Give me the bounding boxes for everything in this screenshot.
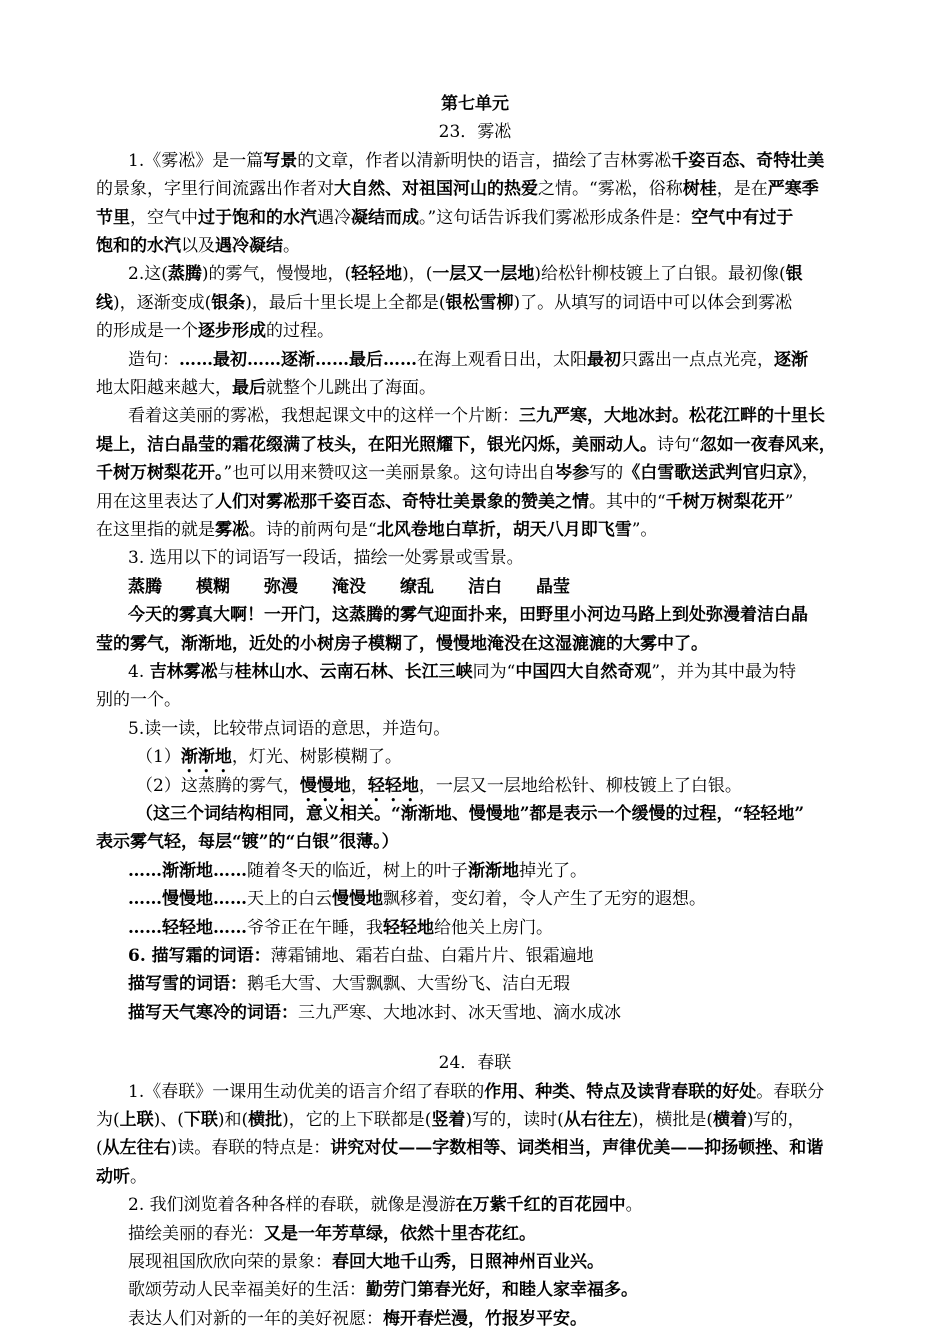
word-item: 模糊 — [196, 577, 230, 597]
l23-p3-line2: 堤上，洁白晶莹的霜花缀满了枝头，在阳光照耀下，银光闪烁，美丽动人。诗句“忽如一夜春风来， — [96, 435, 836, 455]
l23-q6-frost: 6. 描写霜的词语：薄霜铺地、霜若白盐、白霜片片、银霜遍地 — [128, 946, 594, 966]
l23-q4-line2: 别的一个。 — [96, 690, 181, 710]
l23-sentence-line2: 地太阳越来越大，最后就整个儿跳出了海面。 — [96, 378, 436, 398]
word-item: 洁白 — [468, 577, 502, 597]
l23-p3-line5: 在这里指的就是雾凇。诗的前两句是“北风卷地白草折，胡天八月即飞雪”。 — [96, 520, 658, 540]
l23-q3: 3. 选用以下的词语写一段话，描绘一处雾景或雪景。 — [128, 548, 524, 568]
l23-p1-line4: 饱和的水汽以及遇冷凝结。 — [96, 236, 300, 256]
l23-p1-line2: 的景象，字里行间流露出作者对大自然、对祖国河山的热爱之情。“雾凇，俗称树桂，是在严寒季 — [96, 179, 819, 199]
l24-p2: 2. 我们浏览着各种各样的春联，就像是漫游在万紫千红的百花园中。 — [128, 1195, 643, 1215]
l23-a3-line2: 莹的雾气，渐渐地，近处的小树房子模糊了，慢慢地淹没在这湿漉漉的大雾中了。 — [96, 634, 708, 654]
l23-q6-snow: 描写雪的词语：鹅毛大雪、大雪飘飘、大雪纷飞、洁白无瑕 — [128, 974, 570, 994]
l24-couplet-country: 展现祖国欣欣向荣的景象：春回大地千山秀，日照神州百业兴。 — [128, 1252, 604, 1272]
l23-p2-line2: 线)，逐渐变成(银条)，最后十里长堤上全都是(银松雪柳)了。从填写的词语中可以体会到雾凇 — [96, 293, 793, 313]
l23-s5-1: ……渐渐地……随着冬天的临近，树上的叶子渐渐地掉光了。 — [128, 861, 587, 881]
l23-q5-item1: （1）渐渐地，灯光、树影模糊了。 — [136, 747, 402, 767]
l23-q4-line1: 4. 吉林雾凇与桂林山水、云南石林、长江三峡同为“中国四大自然奇观”，并为其中最为特 — [128, 662, 797, 682]
word-item: 淹没 — [332, 577, 366, 597]
lesson24-title: 24．春联 — [438, 1053, 512, 1073]
l23-p3-line4: 用在这里表达了人们对雾凇那千姿百态、奇特壮美景象的赞美之情。其中的“千树万树梨花开” — [96, 492, 794, 512]
l23-s5-2: ……慢慢地……天上的白云慢慢地飘移着，变幻着，令人产生了无穷的遐想。 — [128, 889, 706, 909]
l23-q6-cold: 描写天气寒冷的词语：三九严寒、大地冰封、冰天雪地、滴水成冰 — [128, 1003, 621, 1023]
l24-p1-line4: 动听。 — [96, 1167, 147, 1187]
l23-word-list — [128, 574, 928, 600]
l23-q5: 5.读一读，比较带点词语的意思，并造句。 — [128, 719, 451, 739]
l23-p1-line1: 1.《雾凇》是一篇写景的文章，作者以清新明快的语言，描绘了吉林雾凇千姿百态、奇特壮美 — [128, 151, 825, 171]
l23-p3-line3: 千树万树梨花开。”也可以用来赞叹这一美丽景象。这句诗出自岑参写的《白雪歌送武判官归京》， — [96, 463, 819, 483]
l24-couplet-labor: 歌颂劳动人民幸福美好的生活：勤劳门第春光好，和睦人家幸福多。 — [128, 1280, 638, 1300]
l23-p2-line3: 的形成是一个逐步形成的过程。 — [96, 321, 334, 341]
l23-a3-line1: 今天的雾真大啊！一开门，这蒸腾的雾气迎面扑来，田野里小河边马路上到处弥漫着洁白晶 — [128, 605, 808, 625]
unit-title: 第七单元 — [441, 94, 509, 114]
word-item: 蒸腾 — [128, 577, 162, 597]
word-item: 晶莹 — [536, 577, 570, 597]
l23-a5-line2: 表示雾气轻，每层“镀”的“白银”很薄。） — [96, 832, 399, 852]
l23-q5-item2: （2）这蒸腾的雾气，慢慢地，轻轻地，一层又一层地给松针、柳枝镀上了白银。 — [136, 776, 742, 796]
l23-s5-3: ……轻轻地……爷爷正在午睡，我轻轻地给他关上房门。 — [128, 918, 553, 938]
word-item: 缭乱 — [400, 577, 434, 597]
word-item: 弥漫 — [264, 577, 298, 597]
l23-a5-line1: （这三个词结构相同，意义相关。“渐渐地、慢慢地”都是表示一个缓慢的过程，“轻轻地” — [136, 804, 805, 824]
lesson23-title: 23．雾凇 — [438, 122, 512, 142]
l24-p1-line3: (从左往右)读。春联的特点是：讲究对仗——字数相等、词类相当，声律优美——抑扬顿挫、和谐 — [96, 1138, 824, 1158]
l23-sentence-line1: 造句：……最初……逐渐……最后……在海上观看日出，太阳最初只露出一点点光亮，逐渐 — [128, 350, 808, 370]
l23-p2-line1: 2.这(蒸腾)的雾气，慢慢地，(轻轻地)，(一层又一层地)给松针柳枝镀上了白银。最初像(银 — [128, 264, 803, 284]
l24-p1-line1: 1.《春联》一课用生动优美的语言介绍了春联的作用、种类、特点及读背春联的好处。春联分 — [128, 1082, 825, 1102]
l23-p1-line3: 节里，空气中过于饱和的水汽遇冷凝结而成。”这句话告诉我们雾凇形成条件是：空气中有过于 — [96, 208, 794, 228]
l24-couplet-spring: 描绘美丽的春光：又是一年芳草绿，依然十里杏花红。 — [128, 1224, 536, 1244]
l23-p3-line1: 看着这美丽的雾凇，我想起课文中的这样一个片断：三九严寒，大地冰封。松花江畔的十里长 — [128, 406, 825, 426]
l24-p1-line2: 为(上联)、(下联)和(横批)，它的上下联都是(竖着)写的，读时(从右往左)，横批是(横着)写的， — [96, 1110, 805, 1130]
l24-couplet-wish: 表达人们对新的一年的美好祝愿：梅开春烂漫，竹报岁平安。 — [128, 1309, 587, 1329]
